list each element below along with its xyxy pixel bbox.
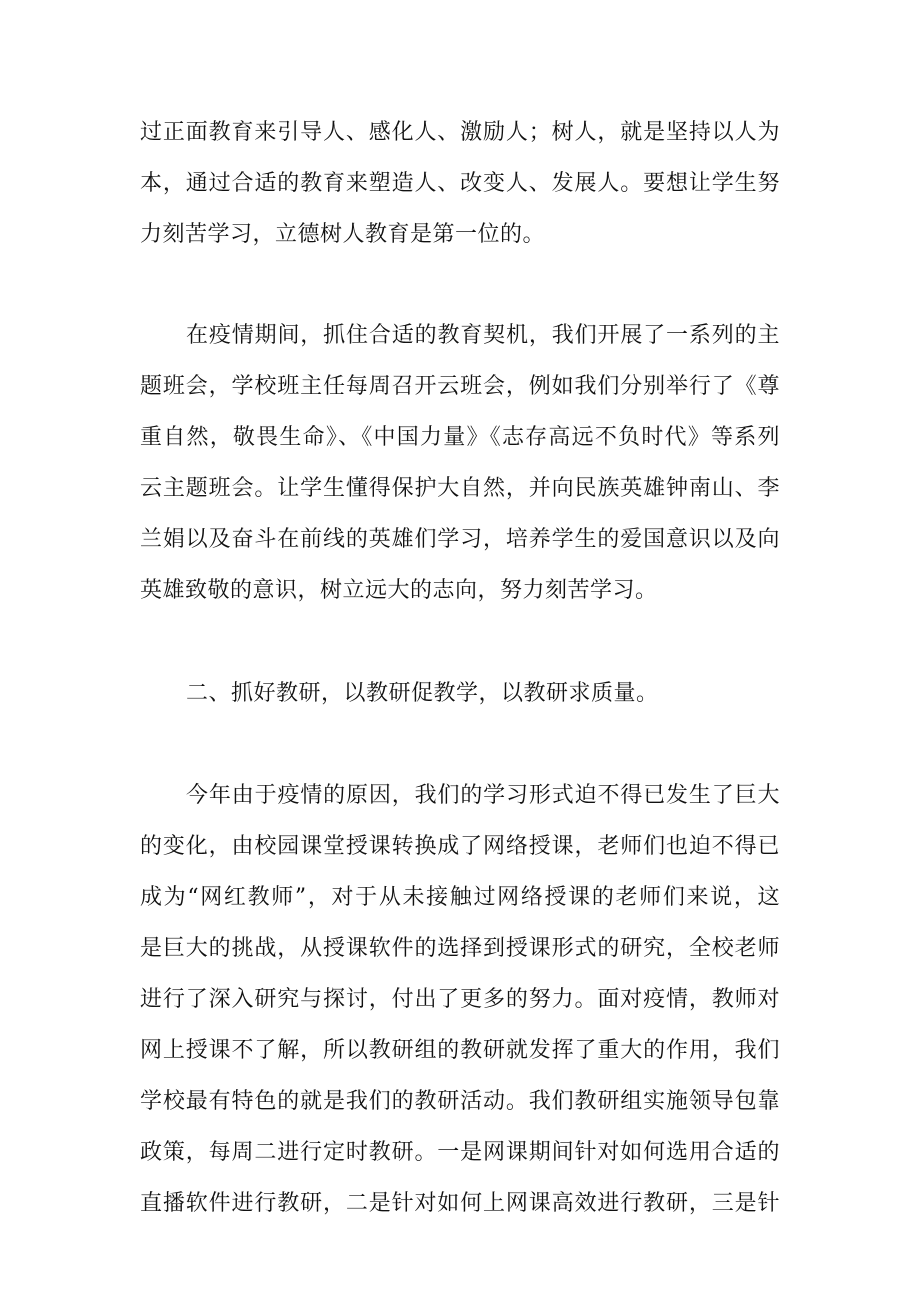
paragraph-3-line-2: 的变化，由校园课堂授课转换成了网络授课，老师们也迫不得已: [140, 834, 780, 859]
paragraph-3-line-3: 成为“网红教师”，对于从未接触过网络授课的老师们来说，这: [140, 885, 780, 910]
paragraph-3-line-8: 政策，每周二进行定时教研。一是网课期间针对如何选用合适的: [140, 1140, 780, 1165]
paragraph-3-line-4: 是巨大的挑战，从授课软件的选择到授课形式的研究，全校老师: [140, 936, 780, 961]
paragraph-1-line-3: 力刻苦学习，立德树人教育是第一位的。: [140, 222, 546, 247]
paragraph-3-line-5: 进行了深入研究与探讨，付出了更多的努力。面对疫情，教师对: [140, 987, 780, 1012]
paragraph-2-line-6: 英雄致敬的意识，树立远大的志向，努力刻苦学习。: [140, 578, 658, 603]
paragraph-2-line-2: 题班会，学校班主任每周召开云班会，例如我们分别举行了《尊: [140, 374, 780, 399]
paragraph-3-line-7: 学校最有特色的就是我们的教研活动。我们教研组实施领导包靠: [140, 1089, 780, 1114]
paragraph-2-line-4: 云主题班会。让学生懂得保护大自然，并向民族英雄钟南山、李: [140, 476, 780, 501]
paragraph-3-line-6: 网上授课不了解，所以教研组的教研就发挥了重大的作用，我们: [140, 1038, 780, 1063]
section-heading: 二、抓好教研，以教研促教学，以教研求质量。: [186, 681, 659, 706]
paragraph-2-line-5: 兰娟以及奋斗在前线的英雄们学习，培养学生的爱国意识以及向: [140, 527, 780, 552]
paragraph-3-line-9: 直播软件进行教研，二是针对如何上网课高效进行教研，三是针: [140, 1191, 780, 1216]
paragraph-2-line-3: 重自然，敬畏生命》、《中国力量》《志存高远不负时代》等系列: [140, 425, 780, 450]
paragraph-2-line-1: 在疫情期间，抓住合适的教育契机，我们开展了一系列的主: [186, 323, 780, 348]
paragraph-1-line-1: 过正面教育来引导人、感化人、激励人；树人，就是坚持以人为: [140, 120, 780, 145]
paragraph-1-line-2: 本，通过合适的教育来塑造人、改变人、发展人。要想让学生努: [140, 171, 780, 196]
paragraph-3-line-1: 今年由于疫情的原因，我们的学习形式迫不得已发生了巨大: [186, 783, 780, 808]
